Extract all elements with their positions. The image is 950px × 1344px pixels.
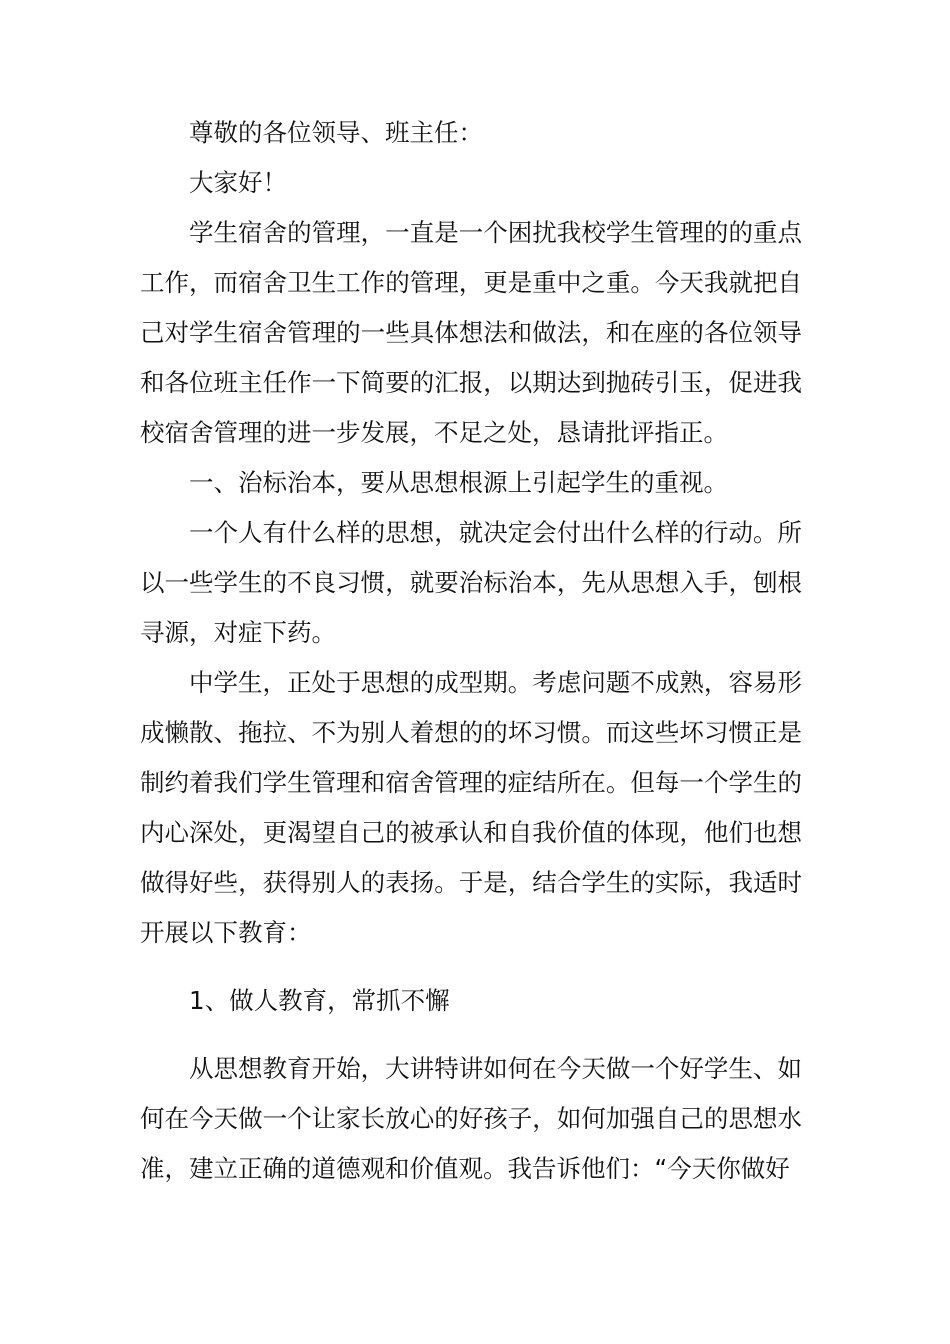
subsection-heading-1: 1、做人教育，常抓不懈: [189, 986, 450, 1015]
salutation: 尊敬的各位领导、班主任：: [189, 118, 483, 147]
section-heading-1: 一、治标治本，要从思想根源上引起学生的重视。: [189, 468, 728, 497]
body-paragraph: 中学生，正处于思想的成型期。考虑问题不成熟，容易形成懒散、拖拉、不为别人着想的的坏习惯。而这些坏习惯正是制约着我们学生管理和宿舍管理的症结所在。但每一个学生的内心深处，更渴望自己的被承认和自我价值的体现，他们也想做得好些，获得别人的表扬。于是，结合学生的实际，我适时开展以下教育：: [140, 668, 802, 947]
intro-paragraph: 学生宿舍的管理，一直是一个困扰我校学生管理的的重点工作，而宿舍卫生工作的管理，更是重中之重。今天我就把自己对学生宿舍管理的一些具体想法和做法，和在座的各位领导和各位班主任作一下简要的汇报，以期达到抛砖引玉，促进我校宿舍管理的进一步发展，不足之处，恳请批评指正。: [140, 218, 802, 447]
body-paragraph: 从思想教育开始，大讲特讲如何在今天做一个好学生、如何在今天做一个让家长放心的好孩子，如何加强自己的思想水准，建立正确的道德观和价值观。我告诉他们：“今天你做好: [140, 1054, 802, 1183]
body-paragraph: 一个人有什么样的思想，就决定会付出什么样的行动。所以一些学生的不良习惯，就要治标治本，先从思想入手，刨根寻源，对症下药。: [140, 518, 802, 647]
document-body: [140, 108, 802, 1194]
greeting: 大家好！: [189, 168, 287, 197]
